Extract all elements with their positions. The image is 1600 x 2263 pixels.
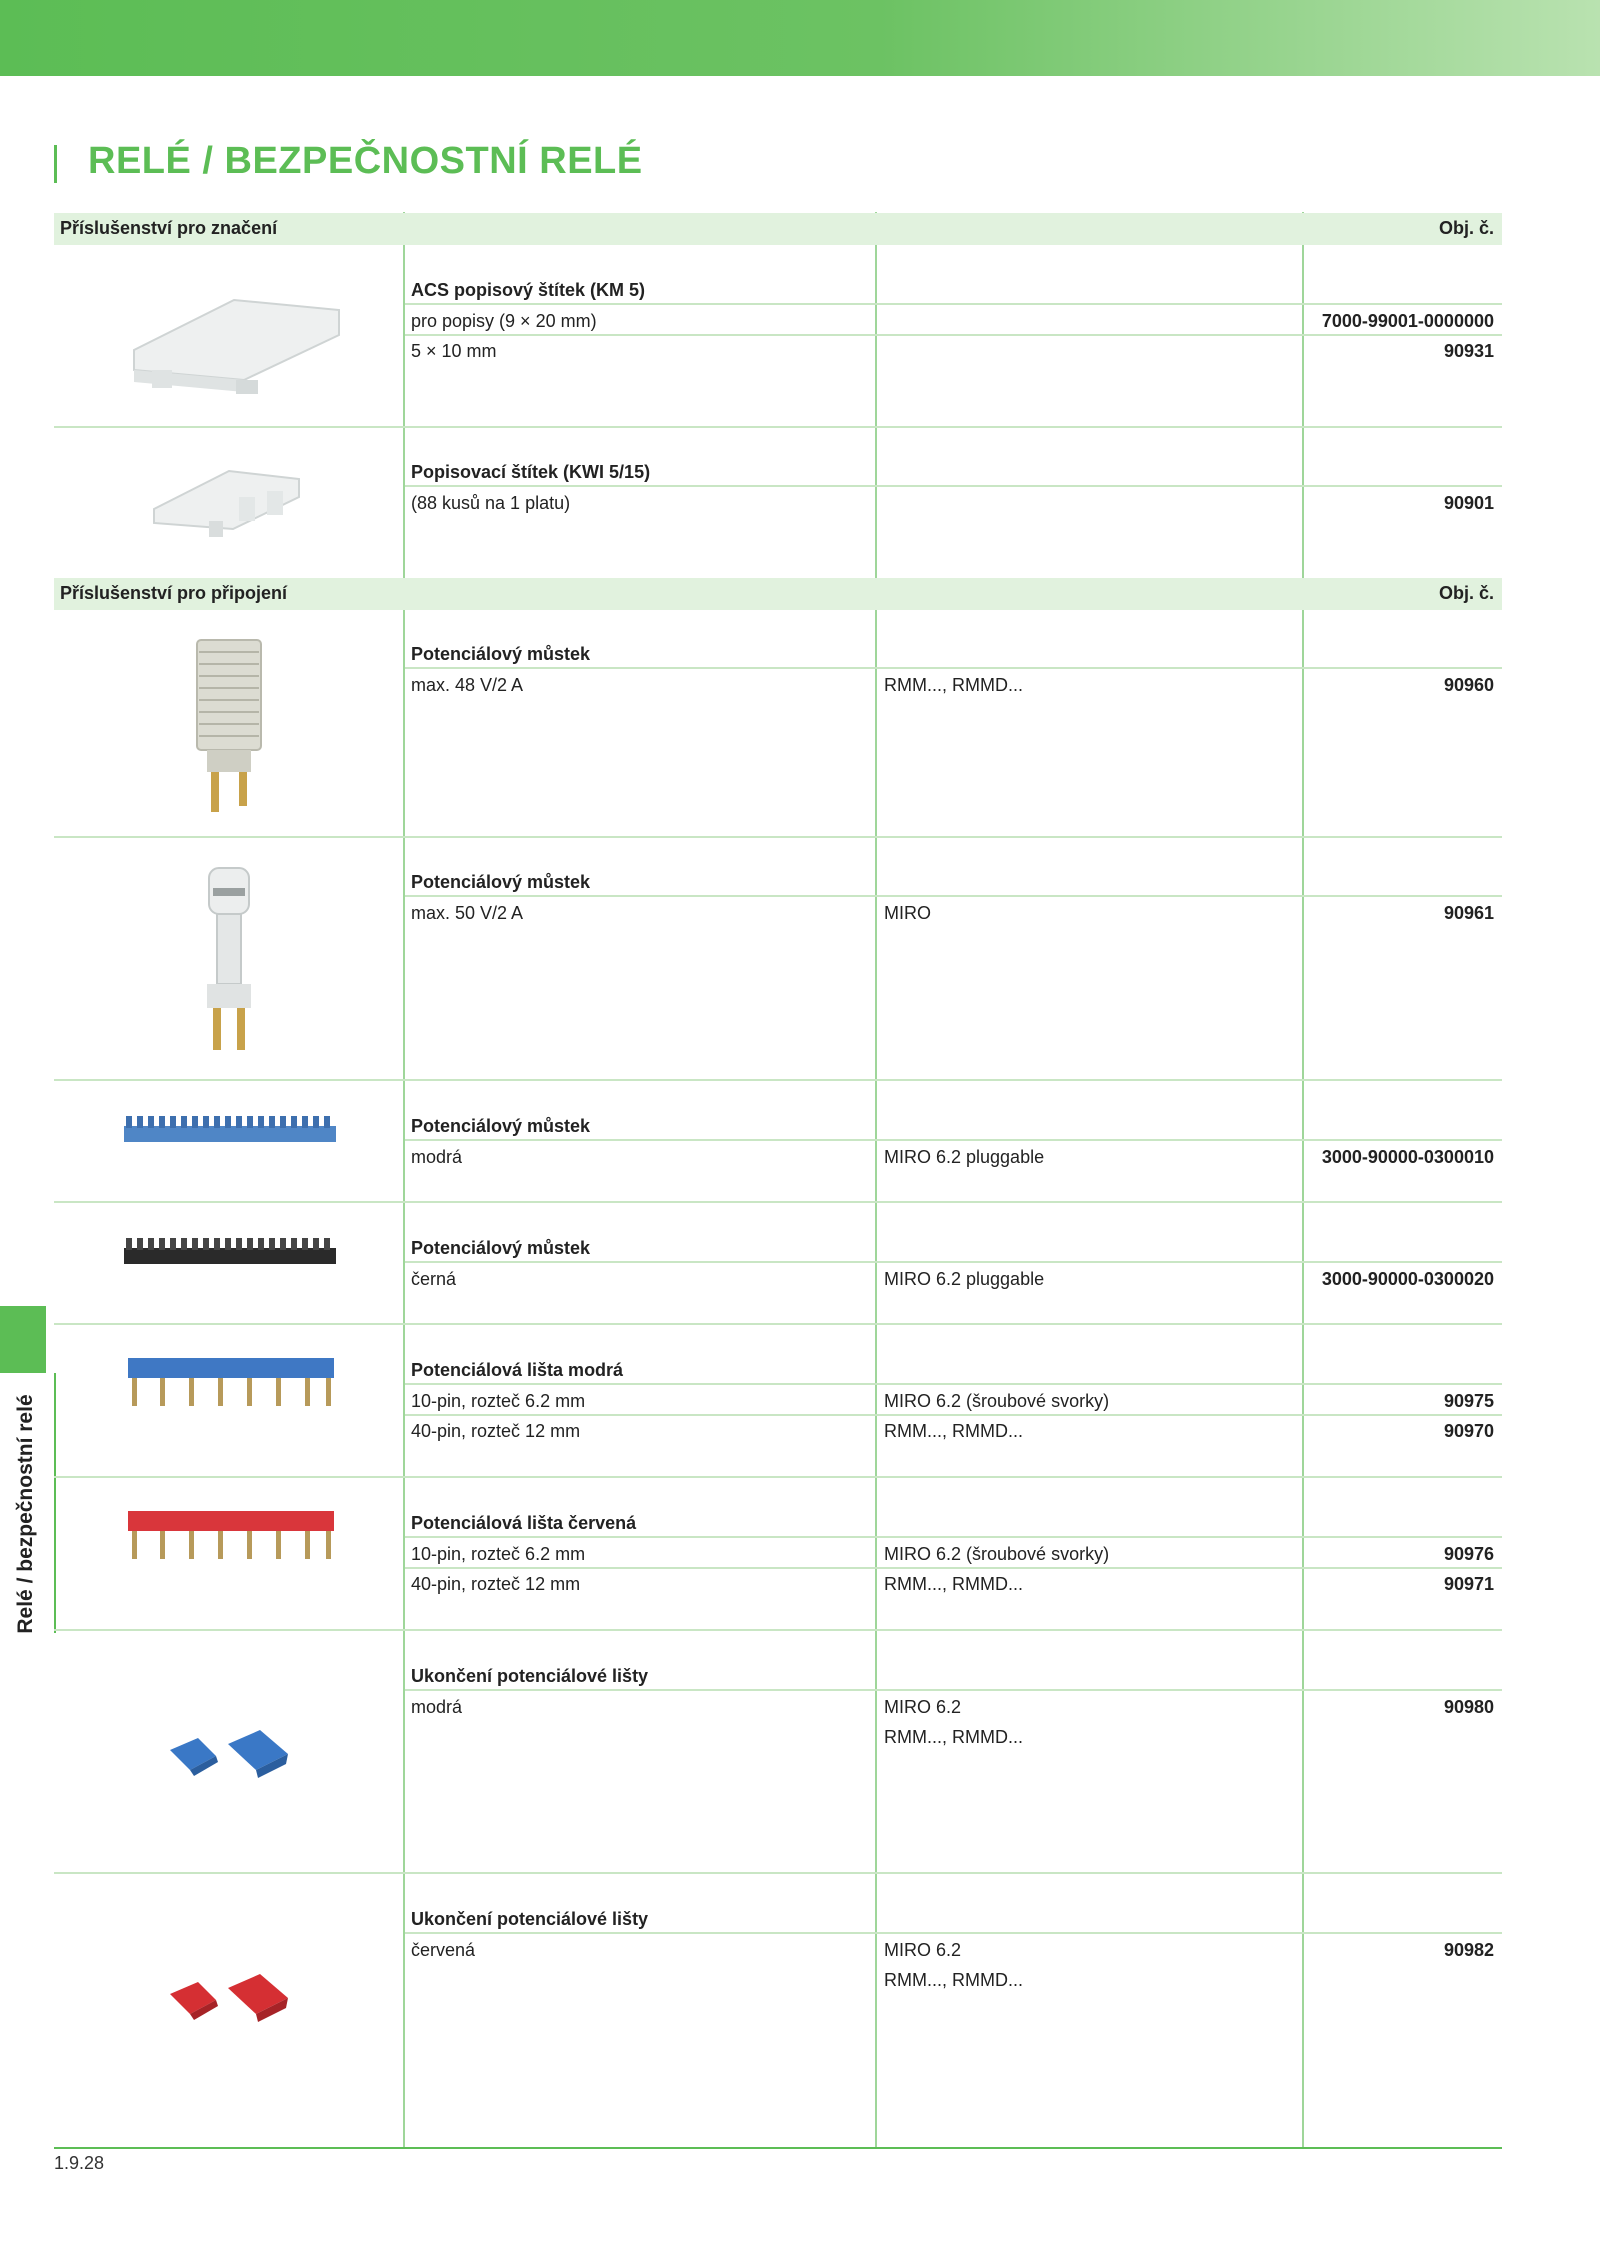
product-description: 40-pin, rozteč 12 mm bbox=[411, 1421, 581, 1441]
row-divider bbox=[405, 667, 1502, 669]
product-compatibility: MIRO 6.2 (šroubové svorky) bbox=[884, 1391, 1110, 1411]
row-divider bbox=[405, 1383, 1502, 1385]
red-busbar-image bbox=[126, 1509, 336, 1563]
order-number-header: Obj. č. bbox=[1438, 583, 1494, 603]
black-comb-bridge-image bbox=[122, 1234, 338, 1268]
white-label-plate-image bbox=[149, 457, 309, 542]
section-label: Příslušenství pro značení bbox=[60, 218, 278, 238]
order-number: 90961 bbox=[1443, 903, 1494, 923]
product-compatibility: RMM..., RMMD... bbox=[884, 1970, 1023, 1990]
order-number: 90982 bbox=[1443, 1940, 1494, 1960]
order-number: 90931 bbox=[1443, 341, 1494, 361]
product-compatibility: MIRO 6.2 bbox=[884, 1697, 962, 1717]
product-description: černá bbox=[411, 1269, 457, 1289]
page-title: RELÉ / BEZPEČNOSTNÍ RELÉ bbox=[88, 140, 643, 182]
product-name: Potenciálová lišta červená bbox=[411, 1513, 637, 1533]
product-divider bbox=[54, 426, 1502, 428]
title-accent-rule bbox=[54, 145, 57, 183]
product-description: pro popisy (9 × 20 mm) bbox=[411, 311, 597, 331]
product-divider bbox=[54, 1476, 1502, 1478]
column-divider bbox=[1302, 212, 1304, 2149]
order-number: 3000-90000-0300020 bbox=[1321, 1269, 1494, 1289]
column-divider bbox=[403, 212, 405, 2149]
product-compatibility: MIRO 6.2 pluggable bbox=[884, 1147, 1045, 1167]
product-name: Ukončení potenciálové lišty bbox=[411, 1909, 649, 1929]
product-divider bbox=[54, 1201, 1502, 1203]
product-description: modrá bbox=[411, 1147, 463, 1167]
row-divider bbox=[405, 1261, 1502, 1263]
product-description: (88 kusů na 1 platu) bbox=[411, 493, 571, 513]
side-tab-marker bbox=[0, 1306, 46, 1373]
product-divider bbox=[54, 1323, 1502, 1325]
row-divider bbox=[405, 1139, 1502, 1141]
row-divider bbox=[405, 1689, 1502, 1691]
white-label-tag-image bbox=[124, 270, 344, 400]
product-name: Ukončení potenciálové lišty bbox=[411, 1666, 649, 1686]
product-description: 5 × 10 mm bbox=[411, 341, 497, 361]
white-bridge-connector-image bbox=[189, 864, 269, 1054]
row-divider bbox=[405, 1567, 1502, 1569]
order-number: 7000-99001-0000000 bbox=[1321, 311, 1494, 331]
product-description: červená bbox=[411, 1940, 476, 1960]
product-name: Popisovací štítek (KWI 5/15) bbox=[411, 462, 651, 482]
order-number: 90901 bbox=[1443, 493, 1494, 513]
row-divider bbox=[405, 1536, 1502, 1538]
product-name: Potenciálový můstek bbox=[411, 1116, 591, 1136]
blue-busbar-image bbox=[126, 1356, 336, 1410]
top-green-bar bbox=[0, 0, 1600, 76]
product-name: Potenciálová lišta modrá bbox=[411, 1360, 624, 1380]
blue-end-cap-image bbox=[164, 1720, 294, 1790]
page-number: 1.9.28 bbox=[54, 2153, 105, 2173]
table-bottom-rule bbox=[54, 2147, 1502, 2149]
row-divider bbox=[405, 1414, 1502, 1416]
row-divider bbox=[405, 303, 1502, 305]
blue-comb-bridge-image bbox=[122, 1112, 338, 1146]
red-end-cap-image bbox=[164, 1964, 294, 2034]
product-compatibility: RMM..., RMMD... bbox=[884, 1421, 1023, 1441]
product-description: 10-pin, rozteč 6.2 mm bbox=[411, 1391, 586, 1411]
section-header-marking bbox=[54, 213, 1502, 245]
order-number-header: Obj. č. bbox=[1438, 218, 1494, 238]
product-compatibility: RMM..., RMMD... bbox=[884, 675, 1023, 695]
product-description: 10-pin, rozteč 6.2 mm bbox=[411, 1544, 586, 1564]
product-description: modrá bbox=[411, 1697, 463, 1717]
row-divider bbox=[405, 334, 1502, 336]
product-description: 40-pin, rozteč 12 mm bbox=[411, 1574, 581, 1594]
product-divider bbox=[54, 1079, 1502, 1081]
product-name: ACS popisový štítek (KM 5) bbox=[411, 280, 646, 300]
product-divider bbox=[54, 1629, 1502, 1631]
product-compatibility: RMM..., RMMD... bbox=[884, 1727, 1023, 1747]
section-label: Příslušenství pro připojení bbox=[60, 583, 288, 603]
order-number: 90975 bbox=[1443, 1391, 1494, 1411]
order-number: 90980 bbox=[1443, 1697, 1494, 1717]
product-description: max. 48 V/2 A bbox=[411, 675, 524, 695]
order-number: 3000-90000-0300010 bbox=[1321, 1147, 1494, 1167]
product-description: max. 50 V/2 A bbox=[411, 903, 524, 923]
row-divider bbox=[405, 1932, 1502, 1934]
column-divider bbox=[875, 212, 877, 2149]
product-divider bbox=[54, 836, 1502, 838]
grey-bridge-connector-image bbox=[179, 636, 279, 816]
product-compatibility: MIRO 6.2 (šroubové svorky) bbox=[884, 1544, 1110, 1564]
product-compatibility: MIRO 6.2 bbox=[884, 1940, 962, 1960]
product-name: Potenciálový můstek bbox=[411, 1238, 591, 1258]
product-compatibility: RMM..., RMMD... bbox=[884, 1574, 1023, 1594]
product-compatibility: MIRO bbox=[884, 903, 931, 923]
order-number: 90976 bbox=[1443, 1544, 1494, 1564]
row-divider bbox=[405, 485, 1502, 487]
row-divider bbox=[405, 895, 1502, 897]
side-chapter-label: Relé / bezpečnostní relé bbox=[14, 1394, 37, 1634]
product-name: Potenciálový můstek bbox=[411, 644, 591, 664]
order-number: 90971 bbox=[1443, 1574, 1494, 1594]
section-header-connection bbox=[54, 578, 1502, 610]
product-compatibility: MIRO 6.2 pluggable bbox=[884, 1269, 1045, 1289]
product-table bbox=[54, 212, 1502, 2149]
product-divider bbox=[54, 1872, 1502, 1874]
order-number: 90970 bbox=[1443, 1421, 1494, 1441]
product-name: Potenciálový můstek bbox=[411, 872, 591, 892]
order-number: 90960 bbox=[1443, 675, 1494, 695]
